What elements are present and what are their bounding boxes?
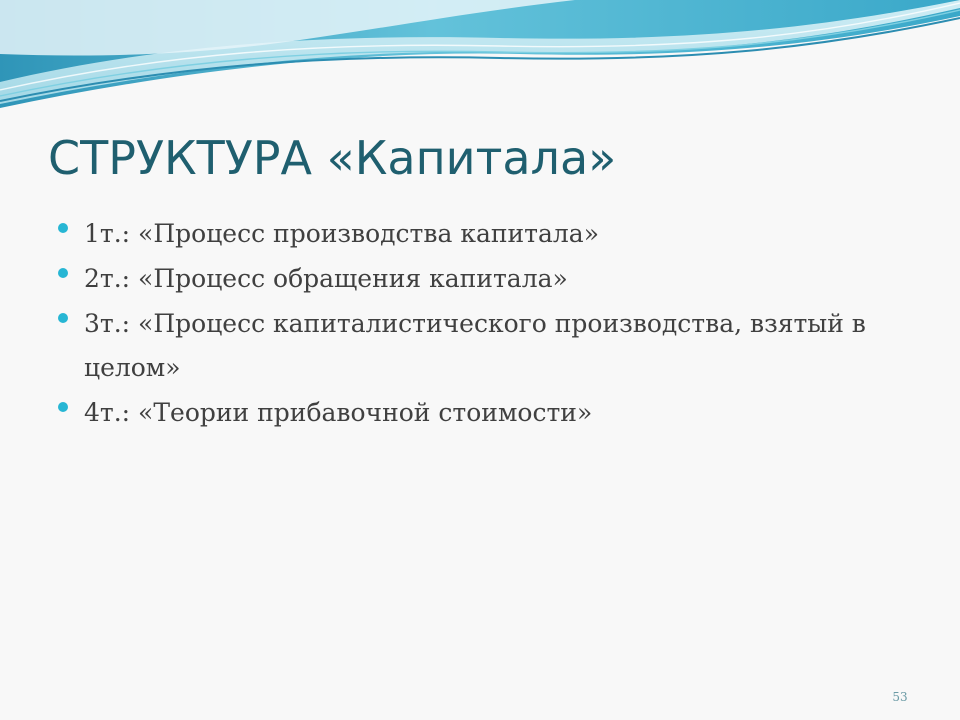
- bullet-item: [58, 302, 918, 390]
- bullet-dot-icon: [58, 313, 68, 323]
- bullet-text: 1т.: «Процесс производства капитала»: [84, 219, 599, 248]
- decorative-wave-header: [0, 0, 960, 120]
- bullet-text: 2т.: «Процесс обращения капитала»: [84, 264, 568, 293]
- slide-title: СТРУКТУРА «Капитала»: [48, 131, 617, 185]
- bullet-item: [58, 212, 918, 256]
- bullet-item: [58, 257, 918, 301]
- bullet-list: [58, 212, 918, 436]
- slide-number: 53: [892, 690, 908, 704]
- bullet-dot-icon: [58, 268, 68, 278]
- bullet-dot-icon: [58, 402, 68, 412]
- bullet-item: [58, 391, 918, 435]
- bullet-text: 3т.: «Процесс капиталистического производства, взятый в целом»: [84, 309, 866, 382]
- bullet-text: 4т.: «Теории прибавочной стоимости»: [84, 398, 593, 427]
- bullet-dot-icon: [58, 223, 68, 233]
